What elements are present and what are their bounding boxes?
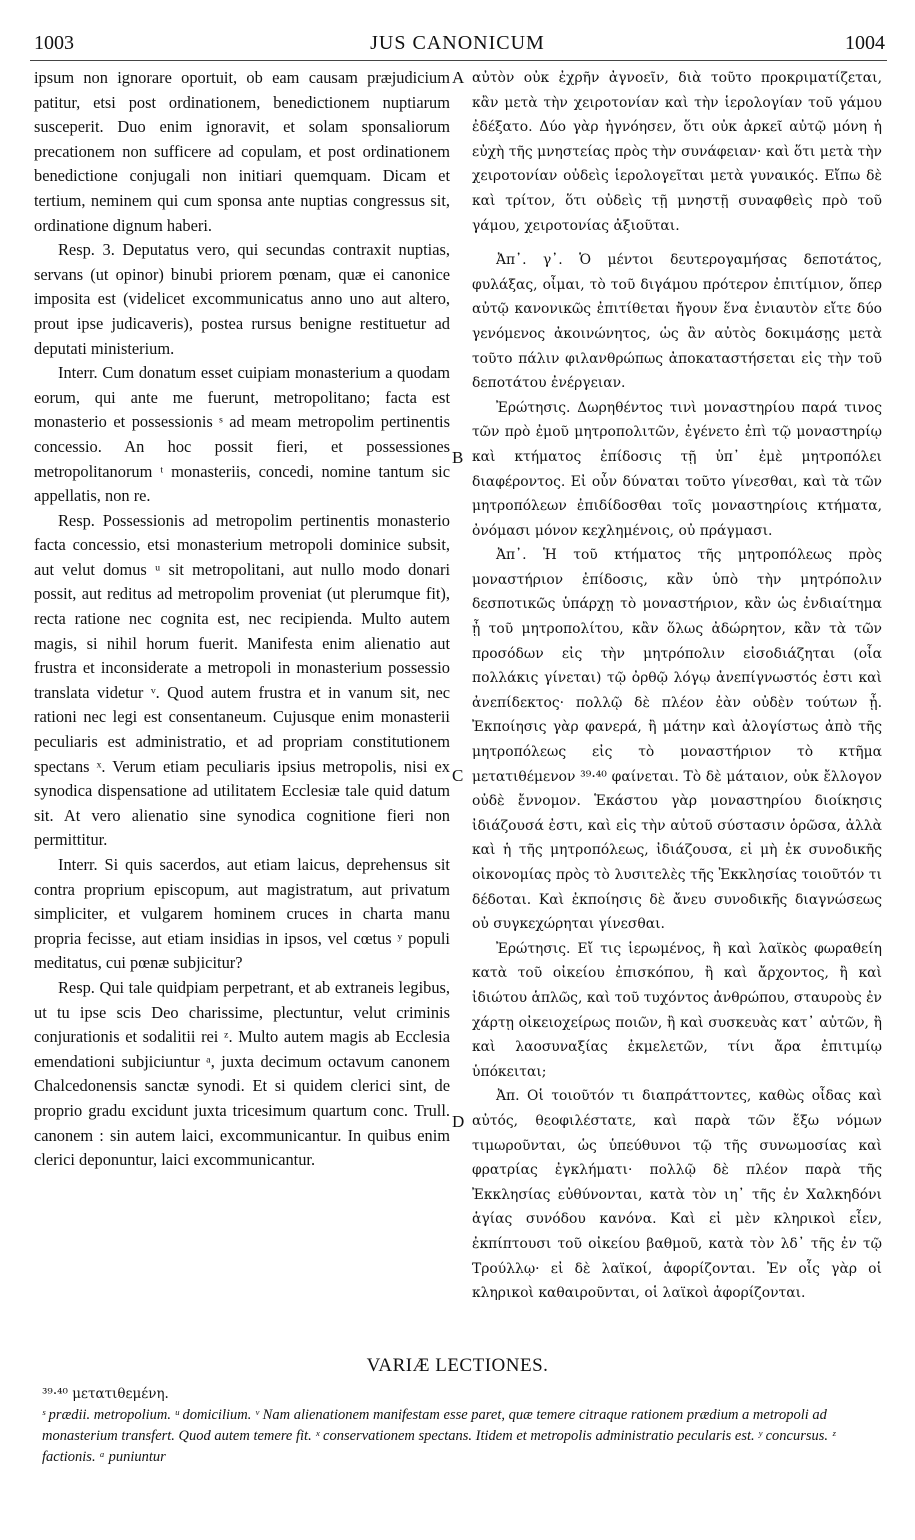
header-rule	[30, 60, 887, 61]
latin-paragraph: Resp. Qui tale quidpiam perpetrant, et ab extraneis legibus, ut tu ipse scis Deo charissime, plectuntur, velut criminis conjurationis et sodalitii rei ᶻ. Multo autem magis ab Ecclesia emendationi subjiciuntur ᵃ, juxta decimum octavum canonem Chalcedonensis sanctæ synodi. Et si quidem clerici sint, de proprio gradu excidunt juxta tricesimum quartum conc. Trull. canonem : sin autem laici, excommunicantur. In quibus enim clerici deponuntur, laici excommunicantur.	[34, 977, 450, 1170]
page-number-right: 1004	[845, 32, 885, 54]
greek-paragraph: Ἐρώτησις. Δωρηθέντος τινὶ μοναστηρίου παρά τινος τῶν πρὸ ἐμοῦ μητροπολιτῶν, ἐγένετο ἐπὶ τῷ μοναστηρίῳ καὶ κτήματος ἐπίδοσις τῇ ὑπ᾽ ἐμὲ μητροπόλει διαφέροντος. Εἰ οὖν δύναται τοῦτο γίνεσθαι, καὶ τὰ τῶν μητροπόλεων ἐπιδίδοσθαι τοῖς μοναστηρίοις κτήματα, ὀνόμασι μόνον κεχλημένοις, οὐ πράγμασι.	[472, 399, 882, 539]
variae-lectiones-body	[42, 1384, 892, 1468]
latin-paragraph: Resp. Possessionis ad metropolim pertinentis monasterio facta concessio, etsi monasterium metropoli dominice subsit, aut velut domus ᵘ sit metropolitani, aut nullo modo donari possit, aut reditus ad metropolim proveniat (ut plerumque fit), recta ratione nec cognita est, nec recipienda. Multo autem magis, si nihil horum fuerit. Manifesta enim alienatio aut frustra et inconsiderate a metropoli in monasterium possessio translata videtur ᵛ. Quod autem frustra et in vanum sit, nec rationi nec legi est consentaneum. Cujusque enim monasterii peculiaris est administratio, et ad propriam constitutionem spectans ˣ. Verum etiam peculiaris ipsius metropolis, nisi ex synodica dispensatione ad utilitatem Ecclesiæ tale quid datum sit. At vero alienatio sine synodica cognitione fieri non permittitur.	[34, 510, 450, 850]
greek-paragraph: Ἀπ᾽. Ἡ τοῦ κτήματος τῆς μητροπόλεως πρὸς μοναστήριον ἐπίδοσις, κἂν ὑπὸ τὴν μητρόπολιν δεσποτικῶς ὑπάρχῃ τὸ μοναστήριον, κἂν ὡς ἐνδιαίτημα ᾖ τοῦ μητροπολίτου, κἂν ὅλως ἀδώρητον, κἂν τὰ τῶν προσόδων εἰς τὴν μητρόπολιν εἰσοδιάζηται (οἷα πολλάκις γίνεται) τῷ ὀρθῷ λόγῳ ἀνεπίγνωστός ἐστι καὶ ἀνεπίδεκτος· πολλῷ δὲ πλέον ἐὰν οὐδὲν τούτων ᾖ. Ἐκποίησις γὰρ φανερά, ἢ μάτην καὶ ἀλογίστως ἀπὸ τῆς μητροπόλεως εἰς τὸ μοναστήριον τὸ κτῆμα μετατιθέμενον ³⁹·⁴⁰ φαίνεται. Τὸ δὲ μάταιον, οὐκ ἔλλογον οὐδὲ ἔννομον. Ἑκάστου γὰρ μοναστηρίου διοίκησις ἰδιάζουσά ἐστι, καὶ εἰς τὴν αὐτοῦ σύστασιν ὁρῶσα, ἀλλὰ καὶ ἡ τῆς μητροπόλεως, ἰδιάζουσα, εἰ μὴ ἐκ συνοδικῆς οἰκονομίας πρὸς τὸ λυσιτελὲς τῆς Ἐκκλησίας τοιοῦτόν τι δέδοται. Καὶ ἐκποίησις δὲ ἄνευ συνοδικῆς διαγνώσεως οὐ συγκεχώρηται γίνεσθαι.	[472, 547, 882, 933]
latin-paragraph: ipsum non ignorare oportuit, ob eam causam præjudicium patitur, etsi post ordinationem, benedictionem nuptiarum susceperit. Duo enim ignoravit, et solam sponsaliorum precationem non sufficere ad copulam, et post ordinationem benedictione conjugali non initiari quemquam. Dicam et tertium, neminem qui cum sponsa ante nuptias congressus sit, ordinatione dignum haberi.	[34, 68, 450, 235]
running-title: JUS CANONICUM	[370, 32, 545, 54]
running-header	[0, 32, 915, 58]
section-mark-b: B	[452, 448, 464, 467]
section-mark-d: D	[452, 1112, 465, 1131]
variant-greek-note: ³⁹·⁴⁰ μετατιθεμένη.	[42, 1386, 169, 1402]
greek-paragraph: Ἐρώτησις. Εἴ τις ἱερωμένος, ἢ καὶ λαϊκὸς φωραθείη κατὰ τοῦ οἰκείου ἐπισκόπου, ἢ καὶ ἄρχοντος, ἢ καὶ ἰδιώτου ἁπλῶς, καὶ τοῦ τυχόντος ἀνθρώπου, σταυροὺς ἐν χάρτῃ οἰκειοχείρως ποιῶν, ἢ καὶ συσκευὰς κατ᾽ αὐτῶν, ἢ καὶ λαοσυναξίας ἐκμελετῶν, τίνι ἄρα ἐπιτιμίῳ ὑπόκειται;	[472, 940, 882, 1080]
latin-paragraph: Interr. Cum donatum esset cuipiam monasterium a quodam eorum, qui ante me fuerunt, metropolitano; facta est monasterio et possessionis ˢ ad meam metropolim pertinentis concessio. An hoc possit fieri, et possessiones metropolitanorum ᵗ monasteriis, concedi, nomine tantum sic appellatis, non re.	[34, 363, 450, 506]
variae-lectiones-title: VARIÆ LECTIONES.	[366, 1355, 549, 1376]
greek-column	[472, 66, 882, 1306]
variant-latin-notes: ˢ prædii. metropolium. ᵘ domicilium. ᵛ Nam alienationem manifestam esse paret, quæ temere citraque rationem prædium a metropoli ad monasterium transfert. Quod autem temere fit. ˣ conservationem spectans. Itidem et metropolis administratio pecularis est. ʸ concursus. ᶻ factionis. ᵃ puniuntur	[42, 1407, 836, 1465]
latin-paragraph: Interr. Si quis sacerdos, aut etiam laicus, deprehensus sit contra proprium episcopum, aut magistratum, aut privatum simpliciter, et vulgarem hominem cruces in charta manu propria fecisse, aut etiam insidias in ipsos, vel cœtus ʸ populi meditatus, cui pœnæ subjicitur?	[34, 855, 450, 973]
page-number-left: 1003	[34, 32, 74, 54]
greek-paragraph: αὐτὸν οὐκ ἐχρῆν ἀγνοεῖν, διὰ τοῦτο προκριματίζεται, κἂν μετὰ τὴν χειροτονίαν καὶ τὴν ἱερολογίαν τοῦ γάμου ἐδέξατο. Δύο γὰρ ἠγνόησεν, ὅτι οὐκ ἀρκεῖ αὐτῷ μόνη ἡ εὐχὴ τῆς μνηστείας πρὸς τὴν συνάφειαν· καὶ ὅτι μετὰ τὴν χειροτονίαν οὐδεὶς ἱερολογεῖται μετὰ γυναικός. Εἴπω δὲ καὶ τρίτον, ὅτι οὐδεὶς τῇ μνηστῇ συναφθεὶς πρὸ τοῦ γάμου, χειροτονίας ἀξιοῦται.	[472, 70, 882, 234]
section-mark-a: A	[452, 68, 465, 87]
latin-column	[34, 66, 450, 1173]
greek-paragraph: Ἀπ. Οἱ τοιοῦτόν τι διαπράττοντες, καθὼς οἶδας καὶ αὐτός, θεοφιλέστατε, καὶ παρὰ τῶν ἔξω νόμων τιμωροῦνται, ὡς ὑπεύθυνοι τῷ τῆς συνωμοσίας καὶ φρατρίας ἐγκλήματι· πολλῷ δὲ πλέον παρὰ τῆς Ἐκκλησίας εὐθύνονται, κατὰ τὸν ιη᾽ τῆς ἐν Χαλκηδόνι ἁγίας συνόδου κανόνα. Καὶ εἰ μὲν κληρικοὶ εἶεν, ἐκπίπτουσι τοῦ οἰκείου βαθμοῦ, κατὰ τὸν λδ᾽ τῆς ἐν τῷ Τρούλλῳ· εἰ δὲ λαϊκοί, ἀφορίζονται. Ἐν οἷς γὰρ οἱ κληρικοὶ καθαιροῦνται, οἱ λαϊκοὶ ἀφορίζονται.	[472, 1088, 882, 1302]
greek-paragraph: Ἀπ᾽. γ᾽. Ὁ μέντοι δευτερογαμήσας δεποτάτος, φυλάξας, οἶμαι, τὸ τοῦ διγάμου πρότερον ἐπιτίμιον, ὅπερ αὐτῷ κανονικῶς ἐπιτίθεται ἤγουν ἕνα ἐνιαυτὸν εἴτε δύο γενόμενος ἀκοινώνητος, ὡς ἂν αὐτὸς δοκιμάσῃς μετὰ τοῦτο πάλιν φιλανθρώπως ἀποκαταστήσεται εἰς τὴν τοῦ δεποτάτου ἐνέργειαν.	[472, 252, 882, 392]
latin-paragraph: Resp. 3. Deputatus vero, qui secundas contraxit nuptias, servans (ut opinor) binubi priorem pœnam, quæ ei canonice imposita est (videlicet excommunicatus anno uno aut altero, prout ipse judicaveris), postea rursus benigne restituetur ad deputati ministerium.	[34, 240, 450, 358]
section-mark-c: C	[452, 766, 464, 785]
